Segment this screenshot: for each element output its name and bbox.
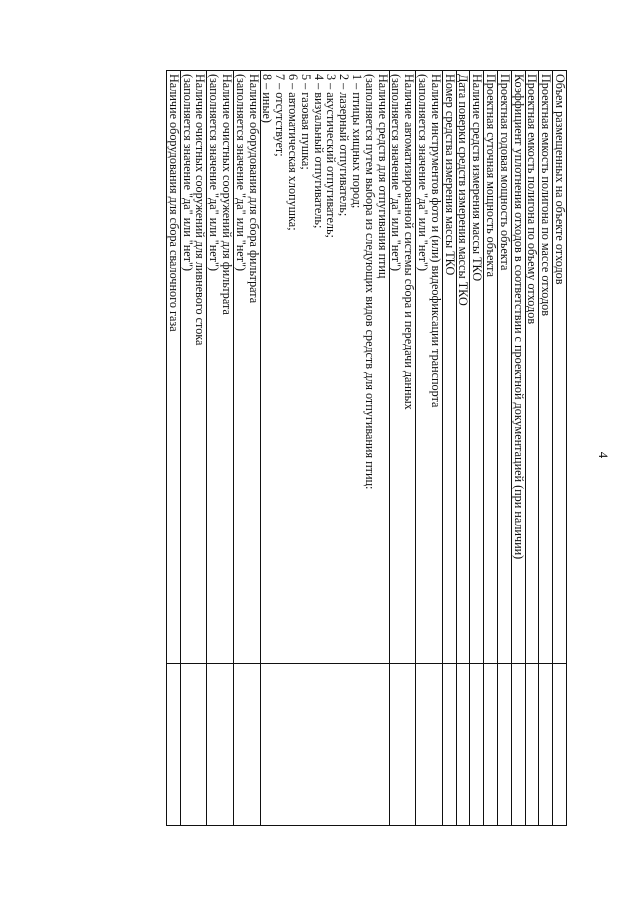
table-row xyxy=(207,71,234,826)
row-label-text: (заполняется значение "да" или "нет") xyxy=(389,74,404,272)
row-label-text: 5 – газовая пушка; xyxy=(298,74,313,170)
row-label-cell xyxy=(389,71,416,664)
row-label-text: 3 – акустический отпугиватель; xyxy=(324,74,339,238)
row-value-cell[interactable] xyxy=(167,664,181,826)
table-row xyxy=(511,71,525,826)
row-label-cell xyxy=(484,71,498,664)
row-label-cell xyxy=(442,71,456,664)
row-label-text: Проектная емкость полигона по объему отходов xyxy=(525,74,540,325)
row-label-text: Объем размещенных на объекте отходов xyxy=(553,74,567,285)
row-label-text: Проектная суточная мощность объекта xyxy=(484,74,499,278)
row-label-cell xyxy=(539,71,553,664)
row-label-text: Наличие инструментов фото и (или) видеофиксации транспорта xyxy=(428,74,443,408)
row-label-cell xyxy=(260,71,389,664)
row-label-cell xyxy=(234,71,261,664)
row-value-cell[interactable] xyxy=(511,664,525,826)
row-label-text: Наличие оборудования для сбора фильтрата xyxy=(246,74,261,304)
table-row xyxy=(167,71,181,826)
row-label-cell xyxy=(167,71,181,664)
row-label-text: Наличие очистных сооружений для ливневого стока xyxy=(193,74,208,346)
form-table-body xyxy=(167,71,567,826)
row-label-text: 1 – птицы хищных пород; xyxy=(350,74,365,209)
row-label-text: (заполняется значение "да" или "нет") xyxy=(416,74,431,272)
table-row xyxy=(498,71,512,826)
row-value-cell[interactable] xyxy=(442,664,456,826)
row-label-text: (заполняется значение "да" или "нет") xyxy=(180,74,195,272)
row-label-text: (заполняется значение "да" или "нет") xyxy=(207,74,222,272)
row-label-text: Наличие средств измерения массы ТКО xyxy=(470,74,485,282)
row-label-text: 6 – автоматическая хлопушка; xyxy=(286,74,301,231)
table-row xyxy=(389,71,416,826)
table-row xyxy=(416,71,443,826)
row-label-text: Наличие оборудования для сбора свалочного газа xyxy=(166,74,181,332)
row-label-cell xyxy=(525,71,539,664)
row-label-text: Наличие средств для отпугивания птиц xyxy=(375,74,390,279)
row-label-cell xyxy=(207,71,234,664)
form-table-container xyxy=(62,70,567,826)
table-row xyxy=(484,71,498,826)
row-value-cell[interactable] xyxy=(525,664,539,826)
page-number: 4 xyxy=(596,451,611,459)
row-label-cell xyxy=(498,71,512,664)
table-row xyxy=(539,71,553,826)
row-value-cell[interactable] xyxy=(539,664,553,826)
row-value-cell[interactable] xyxy=(484,664,498,826)
row-value-cell[interactable] xyxy=(180,664,207,826)
table-row xyxy=(234,71,261,826)
table-row xyxy=(456,71,470,826)
row-value-cell[interactable] xyxy=(234,664,261,826)
table-row xyxy=(470,71,484,826)
row-label-text: 8 – иные) xyxy=(260,74,275,123)
row-label-text: Номер средства измерения массы ТКО xyxy=(442,74,457,276)
table-row xyxy=(553,71,567,826)
row-label-text: 4 – визуальный отпугиватель; xyxy=(311,74,326,229)
table-row xyxy=(260,71,389,826)
row-value-cell[interactable] xyxy=(553,664,567,826)
row-value-cell[interactable] xyxy=(207,664,234,826)
row-label-cell xyxy=(180,71,207,664)
row-label-text: Наличие автоматизированной системы сбора и передачи данных xyxy=(402,74,417,410)
row-label-text: Проектная годовая мощность объекта xyxy=(497,74,512,271)
row-label-cell xyxy=(511,71,525,664)
row-label-cell xyxy=(456,71,470,664)
row-value-cell[interactable] xyxy=(260,664,389,826)
table-row xyxy=(525,71,539,826)
row-label-text: Проектная емкость полигона по массе отходов xyxy=(539,74,554,317)
row-value-cell[interactable] xyxy=(470,664,484,826)
row-value-cell[interactable] xyxy=(416,664,443,826)
form-table xyxy=(166,70,567,826)
row-value-cell[interactable] xyxy=(498,664,512,826)
row-value-cell[interactable] xyxy=(389,664,416,826)
row-label-cell xyxy=(553,71,567,664)
row-label-text: (заполняется значение "да" или "нет") xyxy=(233,74,248,272)
row-label-text: 2 – лазерный отпугиватель; xyxy=(337,74,352,217)
row-label-cell xyxy=(470,71,484,664)
row-value-cell[interactable] xyxy=(456,664,470,826)
table-row xyxy=(442,71,456,826)
row-label-text: Коэффициент уплотнения отходов в соответствии с проектной документацией (при наличии) xyxy=(511,74,526,560)
row-label-text: Дата поверки средств измерения массы ТКО xyxy=(456,74,471,306)
row-label-text: 7 – отсутствует; xyxy=(273,74,288,157)
row-label-text: Наличие очистных сооружений для фильтрата xyxy=(220,74,235,315)
table-row xyxy=(180,71,207,826)
row-label-cell xyxy=(416,71,443,664)
row-label-text: (заполняется путем выбора из следующих видов средств для отпугивания птиц: xyxy=(362,74,377,490)
